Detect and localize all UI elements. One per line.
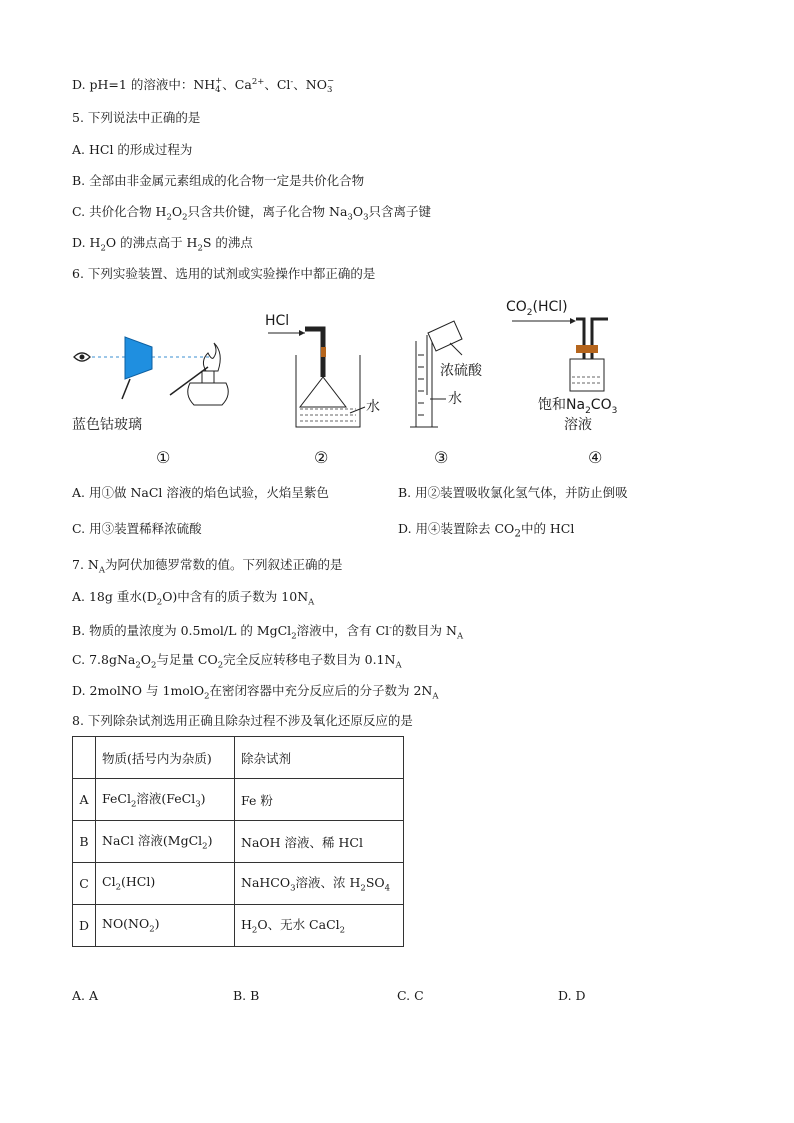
gas-arrow-head-4 <box>570 318 576 324</box>
q4-ion-no3: 、NO <box>293 77 327 93</box>
glass-handle <box>122 379 130 399</box>
q5d-sub: 2 <box>197 243 203 254</box>
cell-text: ) <box>200 791 206 807</box>
q7c-3: 与足量 CO <box>156 652 218 667</box>
q5-option-d <box>72 235 253 257</box>
q7a-2: O)中含有的质子数为 10N <box>162 589 309 604</box>
apparatus-3 <box>410 321 483 427</box>
no3-charge: − <box>326 75 335 86</box>
fig-number-2: ② <box>314 448 329 467</box>
q7-s2: 为阿伏加德罗常数的值。下列叙述正确的是 <box>104 557 343 572</box>
reagent-cell: NaOH 溶液、稀 HCl <box>235 821 404 863</box>
flame <box>203 343 220 371</box>
cell-sub: 2 <box>251 925 258 936</box>
q7a-1: A. 18g 重水(D <box>72 589 157 604</box>
q6-option-d <box>398 521 574 542</box>
q7c-sub: 2 <box>151 660 157 671</box>
eye-pupil <box>80 355 85 360</box>
sat-text: 饱和Na <box>538 397 586 413</box>
rubber-joint <box>321 347 326 357</box>
q5c-sub: 3 <box>363 212 369 223</box>
co3-sub: 3 <box>611 406 618 416</box>
cell-sub: 2 <box>202 841 208 852</box>
q7c-4: 完全反应转移电子数目为 0.1N <box>223 652 396 667</box>
q5-stem: 5. 下列说法中正确的是 <box>72 110 201 125</box>
cell-text: (HCl) <box>120 874 156 890</box>
table-row <box>73 779 404 821</box>
table-cell <box>73 737 96 779</box>
nh4-charge: + <box>215 75 223 86</box>
cell-sub: 3 <box>290 883 296 894</box>
q6-option-c: C. 用③装置稀释浓硫酸 <box>72 521 202 536</box>
row-label: C <box>73 863 96 905</box>
label-water: 水 <box>366 399 380 415</box>
q7-option-a <box>72 589 314 611</box>
q7c-sub: 2 <box>217 660 224 671</box>
label-sat-na2co3 <box>538 397 617 416</box>
q5c-1: C. 共价化合物 H <box>72 204 167 219</box>
cell-text: O、无水 CaCl <box>257 917 340 933</box>
label-hcl: HCl <box>265 313 290 329</box>
cell-sub: 2 <box>115 882 121 893</box>
q5-option-b: B. 全部由非金属元素组成的化合物一定是共价化合物 <box>72 173 365 188</box>
q7d-sub: A <box>432 691 439 702</box>
cell-sub: 2 <box>360 883 366 894</box>
q7b-2: 溶液中，含有 Cl <box>296 623 390 639</box>
q5c-sub: 2 <box>182 212 188 223</box>
substance-cell <box>96 905 235 947</box>
q8-answer-a: A. A <box>72 988 99 1003</box>
cell-text: NaCl 溶液(MgCl <box>102 833 203 849</box>
cell-text: H <box>241 917 252 933</box>
q5d-3: S 的沸点 <box>202 235 253 250</box>
table-row <box>73 821 404 863</box>
lamp-neck <box>202 371 214 383</box>
q5c-4: O <box>352 204 364 219</box>
cell-sub: 3 <box>195 799 201 810</box>
graduated-cylinder <box>416 341 432 427</box>
cell-text: ) <box>207 833 213 849</box>
label-solution: 溶液 <box>564 417 592 433</box>
washing-bottle <box>570 359 604 391</box>
co2-sub: 2 <box>526 308 533 318</box>
gas-arrow-head <box>299 330 305 336</box>
row-label: D <box>73 905 96 947</box>
q7-option-c <box>72 652 402 674</box>
hcl-paren: (HCl) <box>532 299 568 315</box>
apparatus-2 <box>265 313 380 427</box>
q4-ion-ca: 、Ca <box>222 77 252 93</box>
q5c-3: 只含共价键，离子化合物 Na <box>187 204 348 219</box>
table-row <box>73 863 404 905</box>
co2-text: CO <box>506 299 527 315</box>
reagent-cell <box>235 905 404 947</box>
stopper <box>576 345 598 353</box>
ca-charge: 2+ <box>251 77 265 87</box>
table-row <box>73 905 404 947</box>
q8-answer-d: D. D <box>558 988 586 1003</box>
q5-option-c <box>72 204 431 226</box>
cell-sub: 2 <box>149 924 155 935</box>
cell-text: 溶液(FeCl <box>136 791 196 807</box>
label-water-3: 水 <box>448 391 462 407</box>
cell-text: 溶液、浓 H <box>295 875 361 891</box>
delivery-tube <box>305 329 323 377</box>
q6-option-a: A. 用①做 NaCl 溶液的焰色试验，火焰呈紫色 <box>72 485 329 500</box>
na2-sub: 2 <box>585 406 591 416</box>
apparatus-1 <box>72 337 228 433</box>
cell-sub: 4 <box>384 883 391 894</box>
cell-text: ) <box>154 916 160 932</box>
q7-option-b <box>72 620 463 645</box>
q6-apparatus-figure <box>60 295 700 475</box>
cell-sub: 2 <box>130 799 137 810</box>
fig-number-1: ① <box>156 448 171 467</box>
q7d-sub: 2 <box>204 691 210 702</box>
q5c-2: O <box>171 204 183 219</box>
cell-text: FeCl <box>102 791 131 807</box>
q7-s1: 7. N <box>72 557 99 572</box>
q7-option-d <box>72 683 439 705</box>
q7c-sub: 2 <box>135 660 141 671</box>
q5d-1: D. H <box>72 235 101 250</box>
table-header-reagent: 除杂试剂 <box>235 737 404 779</box>
q5d-sub: 2 <box>100 243 106 254</box>
q7d-1: D. 2molNO 与 1molO <box>72 683 205 698</box>
q7b-1: B. 物质的量浓度为 0.5mol/L 的 MgCl <box>72 623 292 639</box>
q6d-sub: 2 <box>514 527 521 540</box>
q7c-1: C. 7.8gNa <box>72 652 136 667</box>
q7d-2: 在密闭容器中充分反应后的分子数为 2N <box>209 683 433 698</box>
substance-cell <box>96 863 235 905</box>
apparatus-4 <box>506 299 617 433</box>
substance-cell <box>96 821 235 863</box>
q6d-2: 中的 HCl <box>520 521 575 536</box>
q4-d-text: D. pH=1 的溶液中：NH <box>72 77 216 93</box>
q4-ion-cl: 、Cl <box>264 77 291 93</box>
inverted-funnel <box>300 377 346 407</box>
co3-text: CO <box>590 397 612 413</box>
q8-table <box>72 736 404 947</box>
cell-text: Cl <box>102 874 116 890</box>
table-header-row <box>73 737 404 779</box>
substance-cell <box>96 779 235 821</box>
label-conc-acid: 浓硫酸 <box>440 363 482 379</box>
q7c-sub: A <box>395 660 402 671</box>
reagent-cell: Fe 粉 <box>235 779 404 821</box>
q7b-sub: 2 <box>291 631 297 642</box>
cell-sub: 2 <box>339 925 346 936</box>
q7c-2: O <box>140 652 152 667</box>
label-co2-hcl <box>506 299 568 318</box>
row-label: A <box>73 779 96 821</box>
cl-charge: - <box>290 77 294 87</box>
nh4-sub: 4 <box>215 84 221 95</box>
fig-number-4: ④ <box>588 448 603 467</box>
q5c-sub: 3 <box>347 212 353 223</box>
reagent-cell <box>235 863 404 905</box>
q8-answer-b: B. B <box>233 988 260 1003</box>
q6-option-b: B. 用②装置吸收氯化氢气体，并防止倒吸 <box>398 485 628 500</box>
q5c-sub: 2 <box>166 212 172 223</box>
q6d-1: D. 用④装置除去 CO <box>398 521 515 536</box>
q5c-5: 只含离子键 <box>368 204 432 219</box>
q8-stem: 8. 下列除杂试剂选用正确且除杂过程不涉及氧化还原反应的是 <box>72 713 413 728</box>
q4-option-d <box>72 74 334 95</box>
cell-text: NaHCO <box>241 875 291 891</box>
q6-stem: 6. 下列实验装置、选用的试剂或实验操作中都正确的是 <box>72 266 376 281</box>
leader-line <box>350 407 365 413</box>
table-header-substance: 物质(括号内为杂质) <box>96 737 235 779</box>
q7b-3: 的数目为 N <box>392 623 457 639</box>
alcohol-lamp <box>188 383 229 405</box>
row-label: B <box>73 821 96 863</box>
q5-option-a: A. HCl 的形成过程为 <box>72 142 193 157</box>
leader-line <box>450 343 462 355</box>
no3-sub: 3 <box>326 84 333 95</box>
pouring-beaker <box>428 321 462 351</box>
q7b-sub: A <box>456 631 464 642</box>
q5d-2: O 的沸点高于 H <box>105 235 198 250</box>
q7-stem <box>72 557 343 579</box>
q7a-sub: 2 <box>156 597 163 608</box>
q8-answer-c: C. C <box>397 988 424 1003</box>
cell-text: NO(NO <box>102 916 150 932</box>
q7a-sub: A <box>308 597 315 608</box>
cell-text: SO <box>365 875 385 891</box>
q7-sub: A <box>98 565 105 576</box>
label-blue-glass: 蓝色钴玻璃 <box>72 417 142 433</box>
cobalt-glass <box>125 337 152 379</box>
q7b-sup: - <box>389 623 393 633</box>
fig-number-3: ③ <box>434 448 449 467</box>
